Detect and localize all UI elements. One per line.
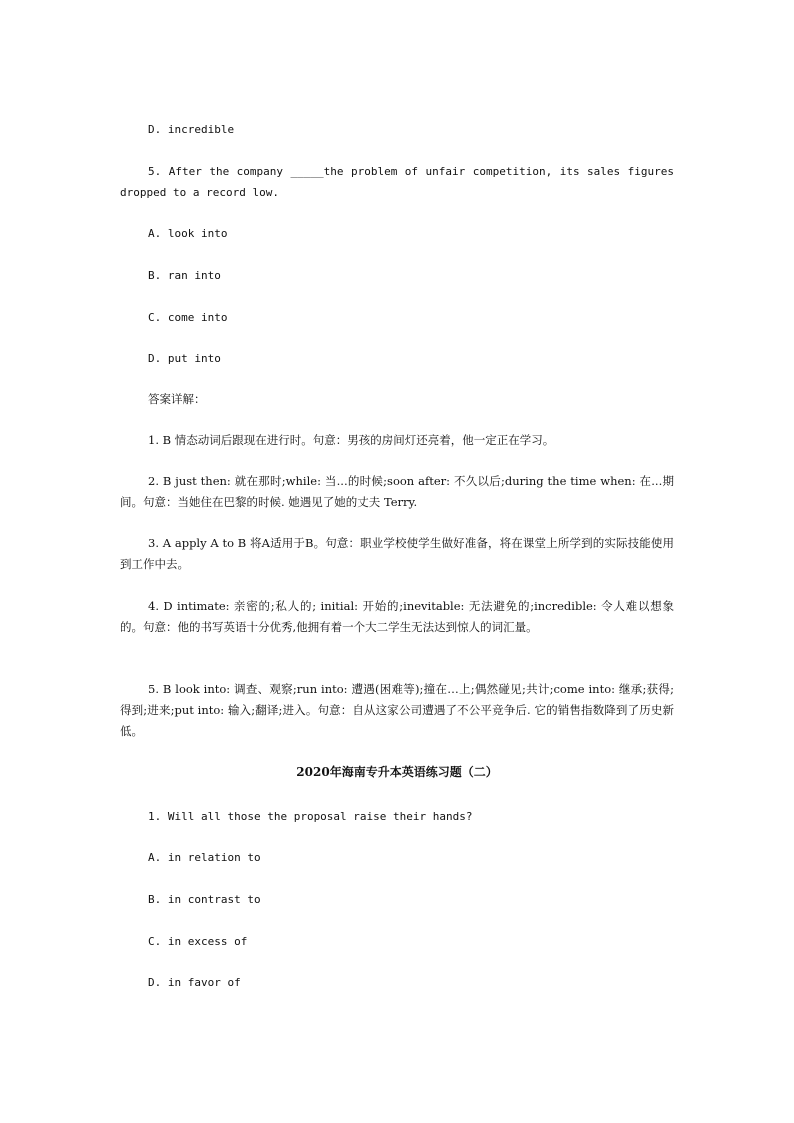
- answer-1: 1. B 情态动词后跟现在进行时。句意：男孩的房间灯还亮着，他一定正在学习。: [148, 433, 555, 447]
- q5-stem: 5. After the company _____the problem of unfair competition, its sales figures dropped to a record low.: [120, 165, 674, 199]
- q4-option-d: D. incredible: [148, 123, 235, 136]
- s2-q1-option-b: B. in contrast to: [148, 893, 261, 906]
- s2-q1-option-c: C. in excess of: [148, 935, 248, 948]
- q5-option-a: A. look into: [148, 227, 228, 240]
- answer-3: 3. A apply A to B 将A适用于B。句意：职业学校使学生做好准备，将在课堂上所学到的实际技能使用到工作中去。: [120, 536, 674, 571]
- s2-q1-stem: 1. Will all those the proposal raise their hands?: [148, 810, 473, 823]
- answer-4: 4. D intimate: 亲密的;私人的; initial: 开始的;inevitable: 无法避免的;incredible: 令人难以想象的。句意：他的书写英语十分优秀,他拥有着一个大二学生无法达到惊人的词汇量。: [120, 599, 674, 634]
- q5-option-c: C. come into: [148, 311, 228, 324]
- answer-5: 5. B look into: 调查、观察;run into: 遭遇(困难等);撞在…上;偶然碰见;共计;come into: 继承;获得;得到;进来;put into: 输入;翻译;进入。句意：自从这家公司遭遇了不公平竞争后. 它的销售指数降到了历史新低。: [120, 682, 674, 738]
- q5-option-b: B. ran into: [148, 269, 221, 282]
- answers-heading: 答案详解：: [148, 392, 206, 406]
- s2-q1-option-a: A. in relation to: [148, 851, 261, 864]
- q5-option-d: D. put into: [148, 352, 221, 365]
- s2-q1-option-d: D. in favor of: [148, 976, 241, 989]
- answer-2: 2. B just then: 就在那时;while: 当...的时候;soon after: 不久以后;during the time when: 在...期间。句意：当她住在巴黎的时候. 她遇见了她的丈夫 Terry.: [120, 474, 674, 509]
- section-title: 2020年海南专升本英语练习题（二）: [296, 765, 498, 779]
